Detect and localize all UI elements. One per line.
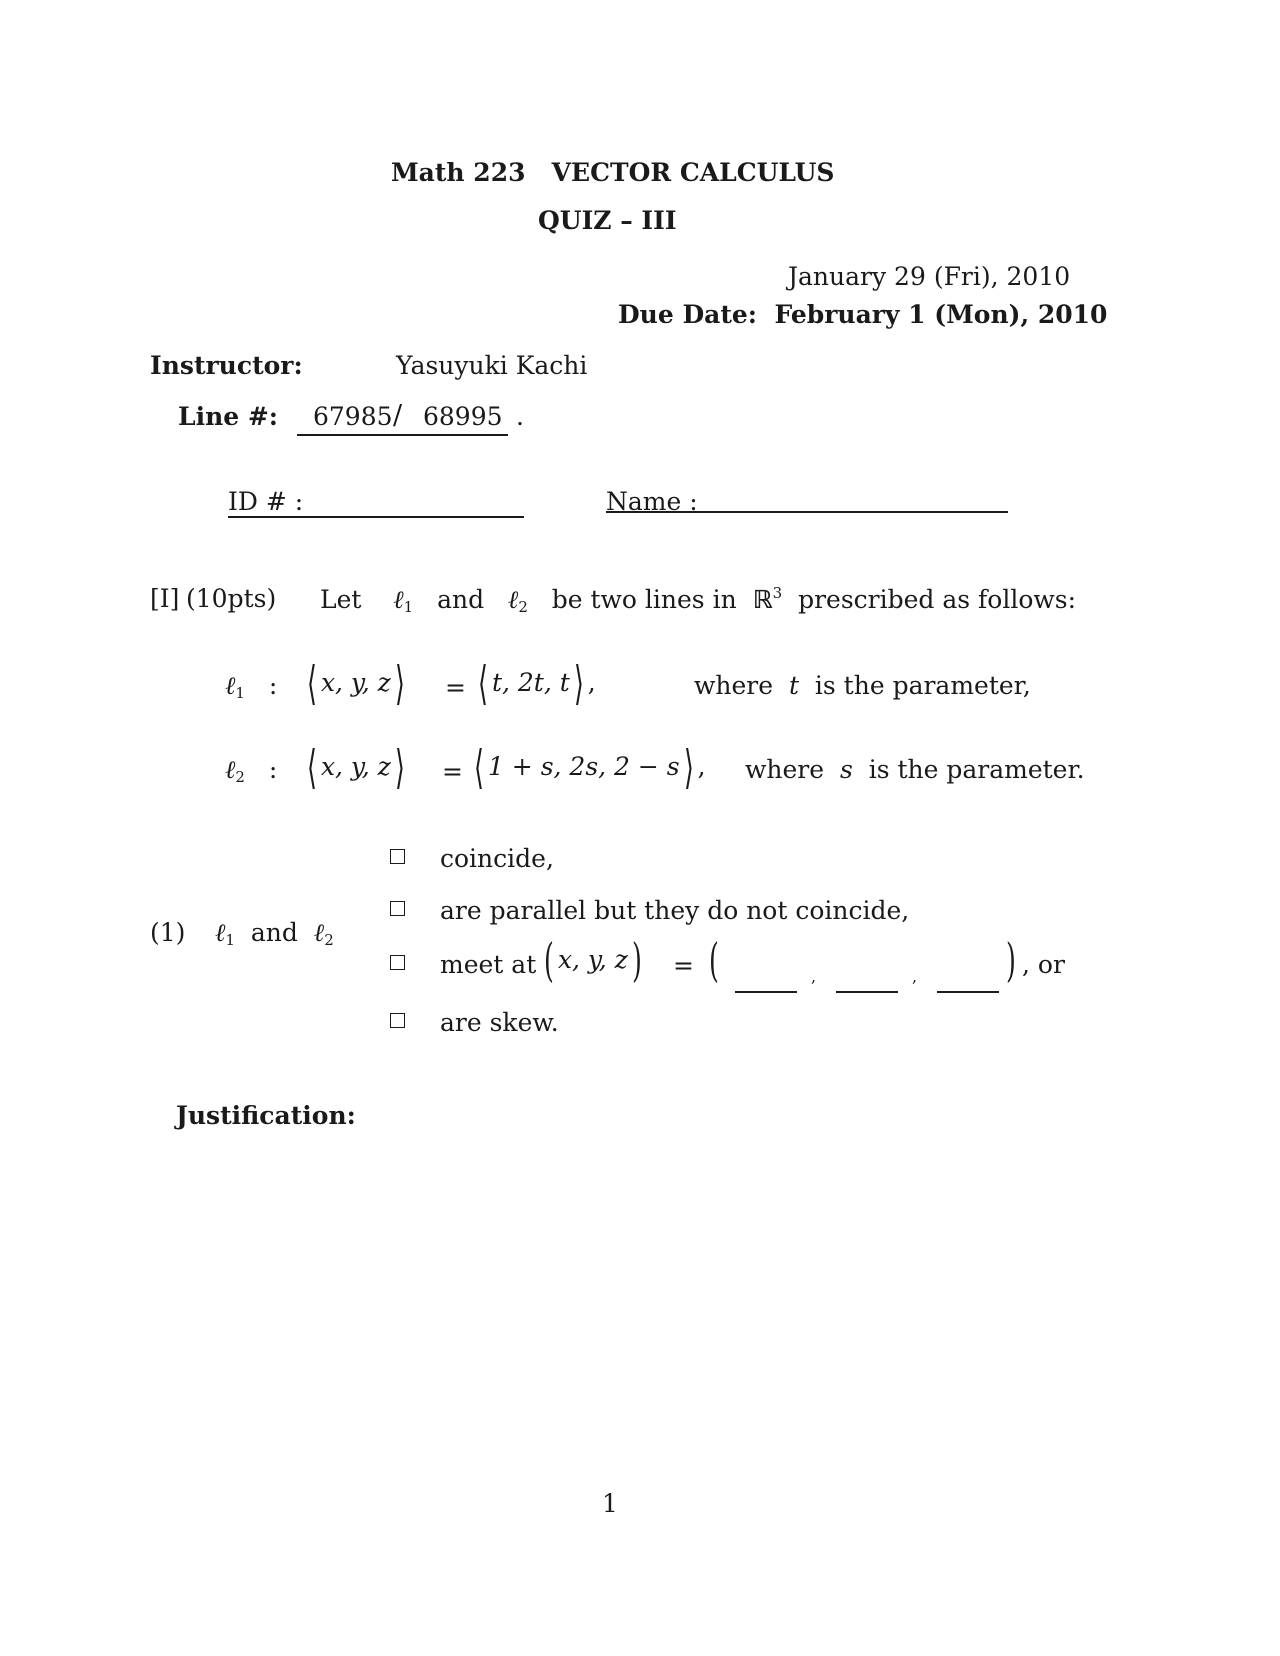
justification-label: Justification: xyxy=(176,1101,356,1130)
line1-note-rest: is the parameter, xyxy=(814,671,1031,700)
subscript-1: 1 xyxy=(403,598,414,616)
ell-symbol: ℓ xyxy=(215,918,226,947)
ell-symbol: ℓ xyxy=(507,585,519,614)
line2-note-rest: is the parameter. xyxy=(868,755,1085,784)
comma: , xyxy=(811,967,817,986)
right-paren: ) xyxy=(1006,933,1016,987)
word-and: and xyxy=(437,585,485,614)
line2-lhs xyxy=(303,740,409,794)
line1-parametric: t, 2t, t xyxy=(491,668,570,697)
right-paren: ) xyxy=(631,933,642,987)
left-angle-bracket: ⟨ xyxy=(474,740,484,794)
due-date-label: Due Date: xyxy=(618,300,758,329)
quiz-date: January 29 (Fri), 2010 xyxy=(788,262,1071,291)
colon: : xyxy=(268,755,278,784)
option-parallel: are parallel but they do not coincide, xyxy=(440,896,910,925)
equals-sign: = xyxy=(673,951,694,980)
course-title-line xyxy=(391,158,834,187)
option-skew: are skew. xyxy=(440,1008,559,1037)
problem-intro xyxy=(320,584,1076,616)
part1-subject xyxy=(215,918,334,949)
problem-number: [I] xyxy=(150,584,180,613)
line-number-underline xyxy=(297,434,508,436)
left-paren: ( xyxy=(544,933,554,987)
equals-sign: = xyxy=(442,757,463,786)
line2-rhs xyxy=(470,740,706,794)
right-angle-bracket: ⟩ xyxy=(683,740,694,794)
line-separator: / xyxy=(393,400,403,431)
meet-y-blank[interactable] xyxy=(836,991,898,993)
subscript-2: 2 xyxy=(235,768,245,786)
part1-label: (1) xyxy=(150,918,186,947)
ell-symbol: ℓ xyxy=(225,671,236,700)
line-period: . xyxy=(516,402,524,431)
vector-xyz: x, y, z xyxy=(320,752,391,781)
line1-rhs xyxy=(474,656,596,710)
ell-symbol: ℓ xyxy=(225,755,236,784)
meet-x-blank[interactable] xyxy=(735,991,797,993)
subscript-1: 1 xyxy=(235,684,245,702)
left-angle-bracket: ⟨ xyxy=(307,740,317,794)
equals-sign: = xyxy=(445,673,466,702)
line-value-a: 67985 xyxy=(313,402,393,431)
line1-label xyxy=(225,671,277,702)
instructor-label: Instructor: xyxy=(150,351,303,380)
checkbox-parallel[interactable] xyxy=(390,901,405,916)
id-field[interactable] xyxy=(228,516,524,518)
checkbox-skew[interactable] xyxy=(390,1013,405,1028)
due-date-value: February 1 (Mon), 2010 xyxy=(774,300,1108,329)
left-angle-bracket: ⟨ xyxy=(478,656,488,710)
course-number: Math 223 xyxy=(391,158,526,187)
checkbox-coincide[interactable] xyxy=(390,849,405,864)
subscript-2: 2 xyxy=(324,931,334,949)
word-where: where xyxy=(694,671,774,700)
subscript-2: 2 xyxy=(518,598,528,616)
line1-lhs xyxy=(303,656,409,710)
subscript-1: 1 xyxy=(225,931,235,949)
instructor-name: Yasuyuki Kachi xyxy=(396,351,588,380)
line-value-b: 68995 xyxy=(423,402,503,431)
problem-points: (10pts) xyxy=(186,584,277,613)
right-angle-bracket: ⟩ xyxy=(394,656,405,710)
word-where: where xyxy=(745,755,825,784)
option-coincide: coincide, xyxy=(440,844,554,873)
option-meet-suffix: , or xyxy=(1022,950,1065,979)
intro-text: be two lines in xyxy=(551,585,737,614)
comma: , xyxy=(587,668,596,697)
vector-xyz: x, y, z xyxy=(320,668,391,697)
intro-end: prescribed as follows: xyxy=(798,585,1077,614)
word-let: Let xyxy=(320,585,362,614)
param-s: s xyxy=(839,755,853,784)
meet-point-lhs xyxy=(540,933,646,987)
due-date-line xyxy=(618,300,1107,329)
name-field[interactable] xyxy=(606,511,1008,513)
checkbox-meet[interactable] xyxy=(390,955,405,970)
right-angle-bracket: ⟩ xyxy=(394,740,405,794)
line-label: Line #: xyxy=(178,402,279,431)
real-numbers-symbol: ℝ xyxy=(752,585,773,614)
param-t: t xyxy=(788,671,799,700)
right-angle-bracket: ⟩ xyxy=(573,656,584,710)
comma: , xyxy=(697,752,706,781)
set-power: 3 xyxy=(772,584,783,602)
comma: , xyxy=(912,967,918,986)
course-title: VECTOR CALCULUS xyxy=(551,158,835,187)
colon: : xyxy=(268,671,278,700)
meet-z-blank[interactable] xyxy=(937,991,999,993)
quiz-title: QUIZ – III xyxy=(538,206,677,235)
id-label: ID # : xyxy=(228,487,304,516)
line1-note xyxy=(694,671,1031,700)
vector-xyz: x, y, z xyxy=(557,945,628,974)
word-and: and xyxy=(250,918,298,947)
ell-symbol: ℓ xyxy=(393,585,404,614)
line2-parametric: 1 + s, 2s, 2 − s xyxy=(487,752,680,781)
ell-symbol: ℓ xyxy=(313,918,325,947)
option-meet-prefix: meet at xyxy=(440,950,537,979)
name-label: Name : xyxy=(606,487,698,516)
line2-note xyxy=(745,755,1085,784)
page-number: 1 xyxy=(602,1489,618,1518)
left-angle-bracket: ⟨ xyxy=(307,656,317,710)
left-paren: ( xyxy=(709,933,719,987)
line2-label xyxy=(225,755,277,786)
